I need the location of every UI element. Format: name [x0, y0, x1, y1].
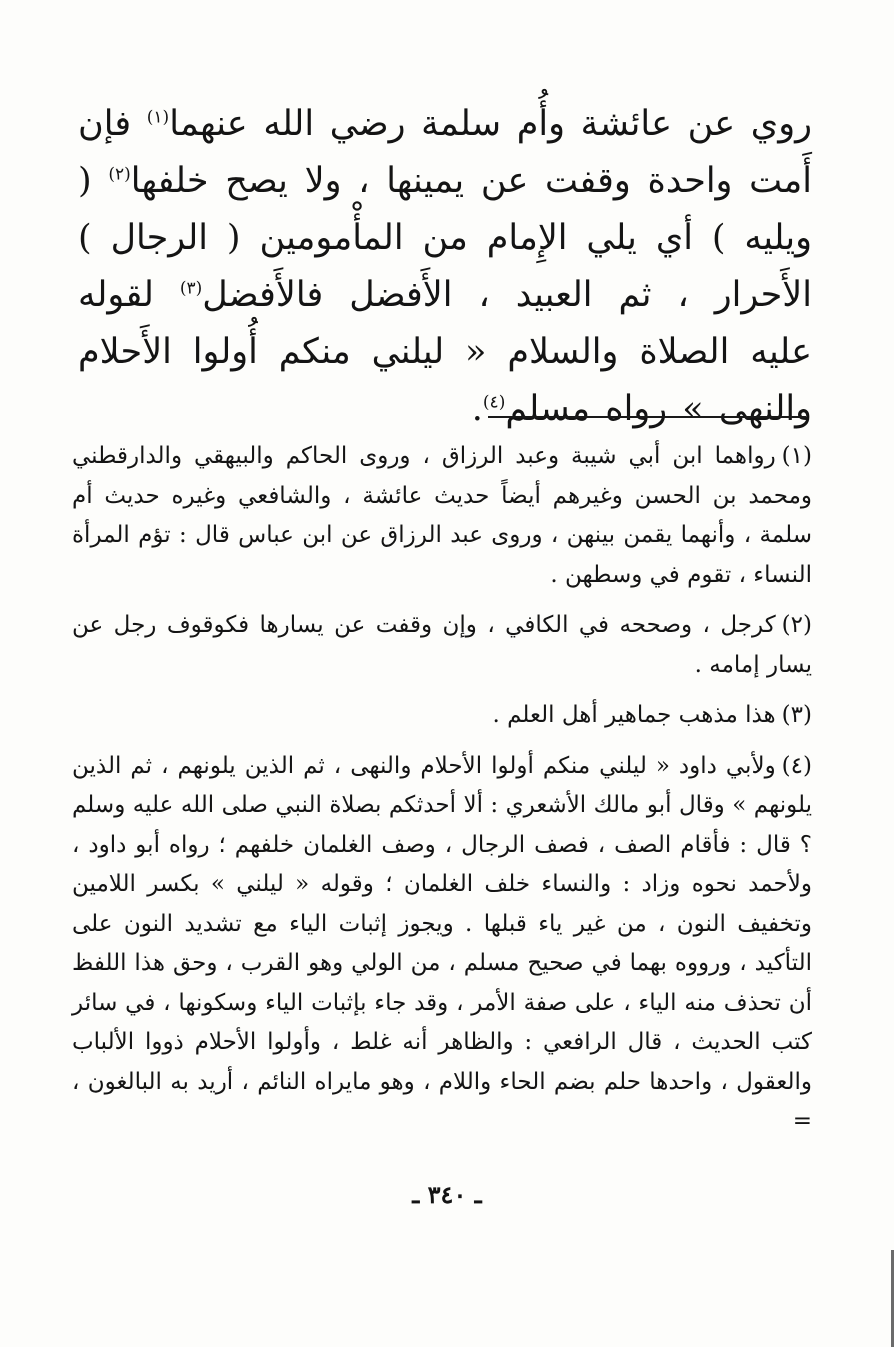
footnote-text: رواهما ابن أبي شيبة وعبد الرزاق ، وروى الحاكم والبيهقي والدارقطني ومحمد بن الحسن وغيرهم أيضاً حديث عائشة ، والشافعي وغيره حديث أم سلمة ، وأنهما يقمن بينهن ، وروى عبد الرزاق عن ابن عباس قال : تؤم المرأة النساء ، تقوم في وسطهن .: [72, 443, 812, 588]
main-text-part-4: لقوله عليه الصلاة والسلام « ليلني منكم أُولوا الأَحلام والنهى » رواه مسلم: [78, 275, 812, 429]
footnotes: [72, 437, 812, 1153]
footnote-divider: [488, 416, 806, 418]
footnote-text: هذا مذهب جماهير أهل العلم .: [492, 702, 776, 728]
footnote-number: (٤): [781, 752, 812, 779]
main-text-part-1: روي عن عائشة وأُم سلمة رضي الله عنهما: [169, 104, 812, 144]
footnote-2: [72, 606, 812, 685]
footnote-number: (٢): [781, 612, 812, 638]
main-text-part-3: ( ويليه ) أي يلي الإِمام من المأْمومين ( الرجال ) الأَحرار ، ثم العبيد ، الأَفضل فالأَفضل: [78, 161, 812, 315]
footnote-text: كرجل ، وصححه في الكافي ، وإن وقفت عن يسارها فكوقوف رجل عن يسار إمامه .: [72, 612, 812, 678]
footnote-4: [72, 747, 812, 1142]
main-paragraph: [78, 96, 812, 438]
footnote-ref-1: (١): [146, 107, 170, 128]
footnote-number: (١): [781, 443, 812, 469]
footnote-text: ولأبي داود « ليلني منكم أولوا الأحلام والنهى ، ثم الذين يلونهم ، ثم الذين يلونهم » وقال أبو مالك الأشعري : ألا أحدثكم بصلاة النبي صلى الله عليه وسلم ؟ قال : فأقام الصف ، فصف الرجال ، وصف الغلمان خلفهم ؛ رواه أبو داود ، ولأحمد نحوه وزاد : والنساء خلف الغلمان ؛ وقوله « ليلني » بكسر اللامين وتخفيف النون ، من غير ياء قبلها . ويجوز إثبات الياء مع تشديد النون على التأكيد ، ورووه بهما في صحيح مسلم ، من الولي وهو القرب ، وحق هذا اللفظ أن تحذف منه الياء ، على صفة الأمر ، وقد جاء بإثبات الياء وسكونها ، في سائر كتب الحديث ، قال الرافعي : والظاهر أنه غلط ، وأولوا الأحلام ذووا الألباب والعقول ، واحدها حلم بضم الحاء واللام ، وهو مايراه النائم ، أريد به البالغون ، =: [72, 752, 812, 1134]
main-text-part-2: فإن أَمت واحدة وقفت عن يمينها ، ولا يصح خلفها: [78, 104, 813, 201]
main-text: [78, 96, 812, 438]
footnote-number: (٣): [781, 702, 812, 728]
footnote-ref-2: (٢): [108, 164, 131, 185]
main-text-part-5: .: [471, 389, 483, 429]
footnote-3: [72, 696, 812, 736]
footnote-ref-4: (٤): [482, 392, 506, 413]
footnote-1: [72, 437, 812, 595]
footnote-ref-3: (٣): [179, 278, 203, 299]
page-number: ـ ٣٤٠ ـ: [412, 1180, 482, 1209]
